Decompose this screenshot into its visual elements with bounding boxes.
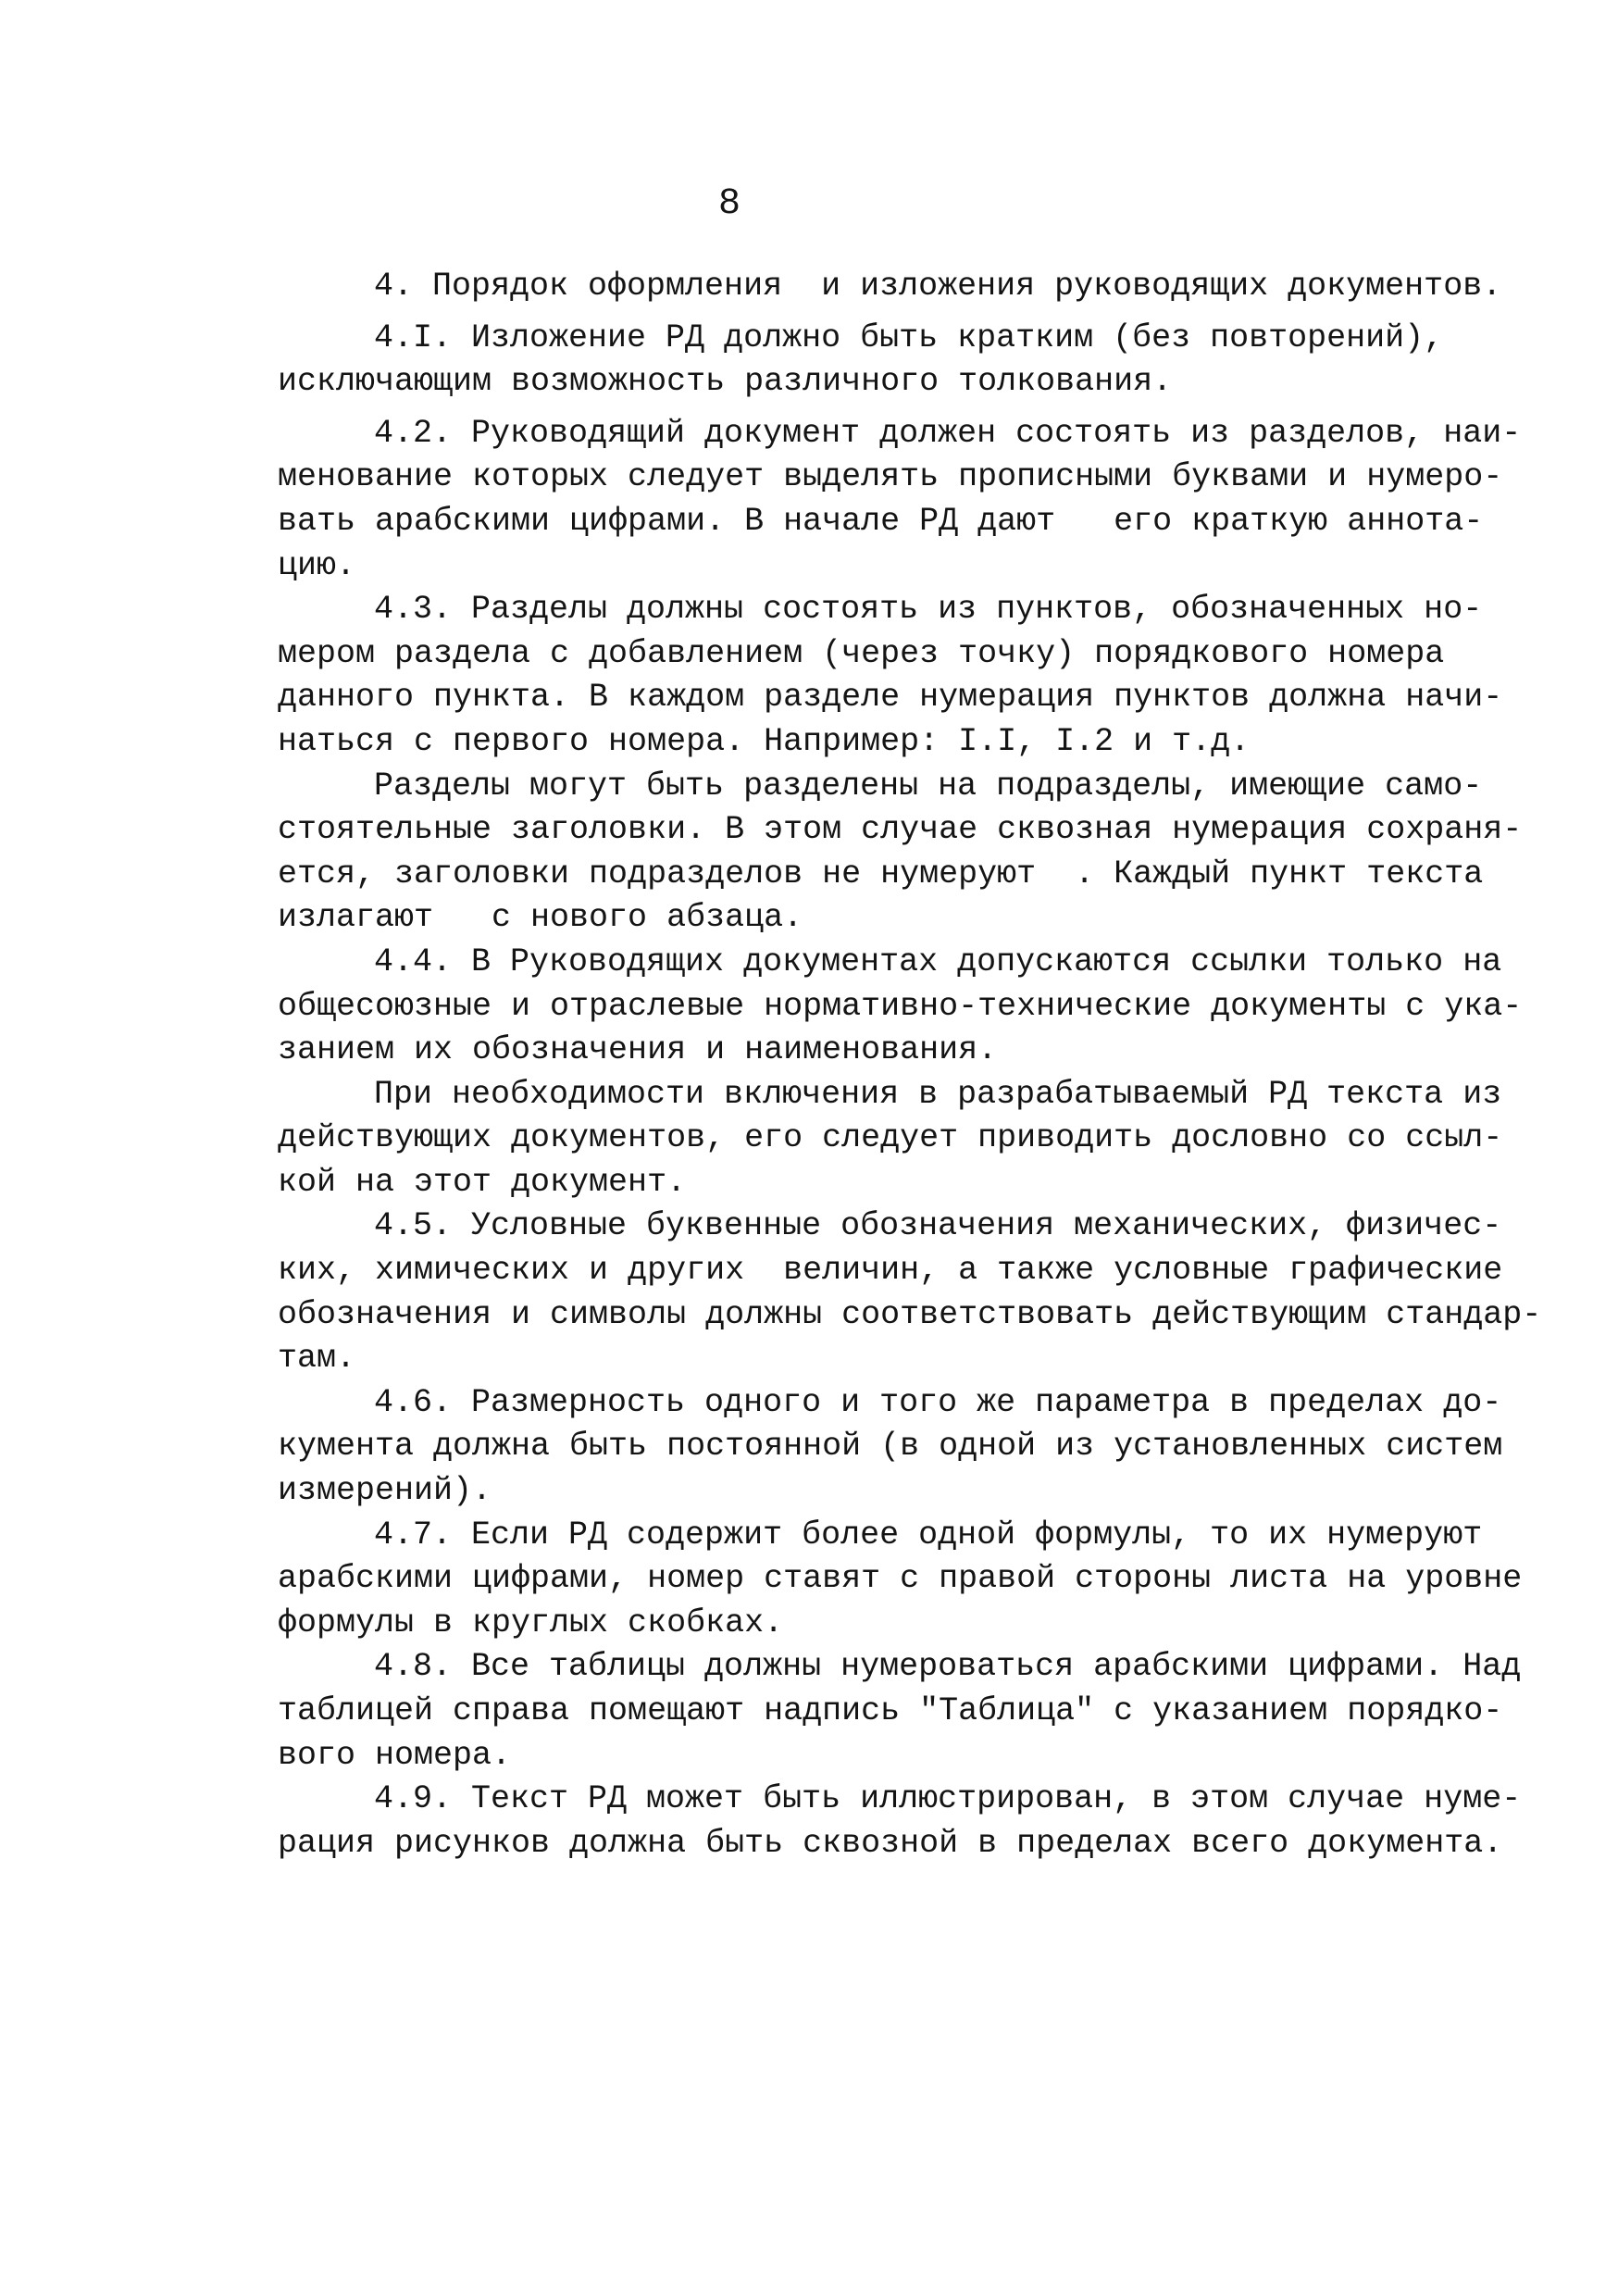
- text-line: исключающим возможность различного толкования.: [278, 363, 1173, 401]
- text-line: мером раздела с добавлением (через точку) порядкового номера: [278, 634, 1445, 672]
- text-line: излагают с нового абзаца.: [278, 899, 803, 937]
- text-line: ких, химических и других величин, а также условные графические: [278, 1252, 1503, 1290]
- text-line: цию.: [278, 546, 356, 584]
- text-line: формулы в круглых скобках.: [278, 1603, 784, 1641]
- text-line: измерений).: [278, 1472, 492, 1510]
- text-line: рация рисунков должна быть сквозной в пределах всего документа.: [278, 1824, 1503, 1862]
- text-line: 4.8. Все таблицы должны нумероваться арабскими цифрами. Над: [374, 1648, 1522, 1686]
- text-line: наться с первого номера. Например: I.I, I.2 и т.д.: [278, 722, 1251, 760]
- text-line: обозначения и символы должны соответствовать действующим стандар-: [278, 1295, 1542, 1333]
- page-number: 8: [718, 183, 741, 225]
- text-line: арабскими цифрами, номер ставят с правой стороны листа на уровне: [278, 1560, 1523, 1598]
- text-line: вать арабскими цифрами. В начале РД дают его краткую аннота-: [278, 502, 1484, 540]
- text-line: 4.9. Текст РД может быть иллюстрирован, в этом случае нуме-: [374, 1780, 1522, 1818]
- text-line: кой на этот документ.: [278, 1163, 687, 1201]
- text-line: 4.I. Изложение РД должно быть кратким (без повторений),: [374, 318, 1444, 356]
- text-line: кумента должна быть постоянной (в одной из установленных систем: [278, 1428, 1503, 1466]
- text-line: данного пункта. В каждом разделе нумерация пунктов должна начи-: [278, 679, 1503, 717]
- text-line: занием их обозначения и наименования.: [278, 1031, 998, 1069]
- text-line: действующих документов, его следует приводить дословно со ссыл-: [278, 1119, 1503, 1157]
- text-line: общесоюзные и отраслевые нормативно-технические документы с ука-: [278, 987, 1523, 1025]
- text-line: 4.3. Разделы должны состоять из пунктов, обозначенных но-: [374, 591, 1483, 629]
- text-line: менование которых следует выделять прописными буквами и нумеро-: [278, 458, 1503, 496]
- text-line: ется, заголовки подразделов не нумеруют . Каждый пункт текста: [278, 855, 1484, 892]
- document-body: [278, 265, 1542, 1866]
- text-line: стоятельные заголовки. В этом случае сквозная нумерация сохраня-: [278, 811, 1523, 849]
- text-line: там.: [278, 1340, 356, 1378]
- text-line: 4.4. В Руководящих документах допускаются ссылки только на: [374, 942, 1502, 980]
- text-line: Разделы могут быть разделены на подразделы, имеющие само-: [374, 767, 1483, 805]
- text-line: При необходимости включения в разрабатываемый РД текста из: [374, 1075, 1502, 1113]
- text-line: 4.6. Размерность одного и того же параметра в пределах до-: [374, 1383, 1502, 1421]
- text-line: 4.7. Если РД содержит более одной формулы, то их нумеруют: [374, 1516, 1483, 1554]
- text-line: таблицей справа помещают надпись "Таблица" с указанием порядко-: [278, 1692, 1503, 1729]
- text-line: 4.2. Руководящий документ должен состоять из разделов, наи-: [374, 414, 1522, 452]
- text-line: вого номера.: [278, 1736, 512, 1774]
- text-line: 4.5. Условные буквенные обозначения механических, физичес-: [374, 1207, 1502, 1245]
- section-heading: 4. Порядок оформления и изложения руководящих документов.: [374, 268, 1502, 305]
